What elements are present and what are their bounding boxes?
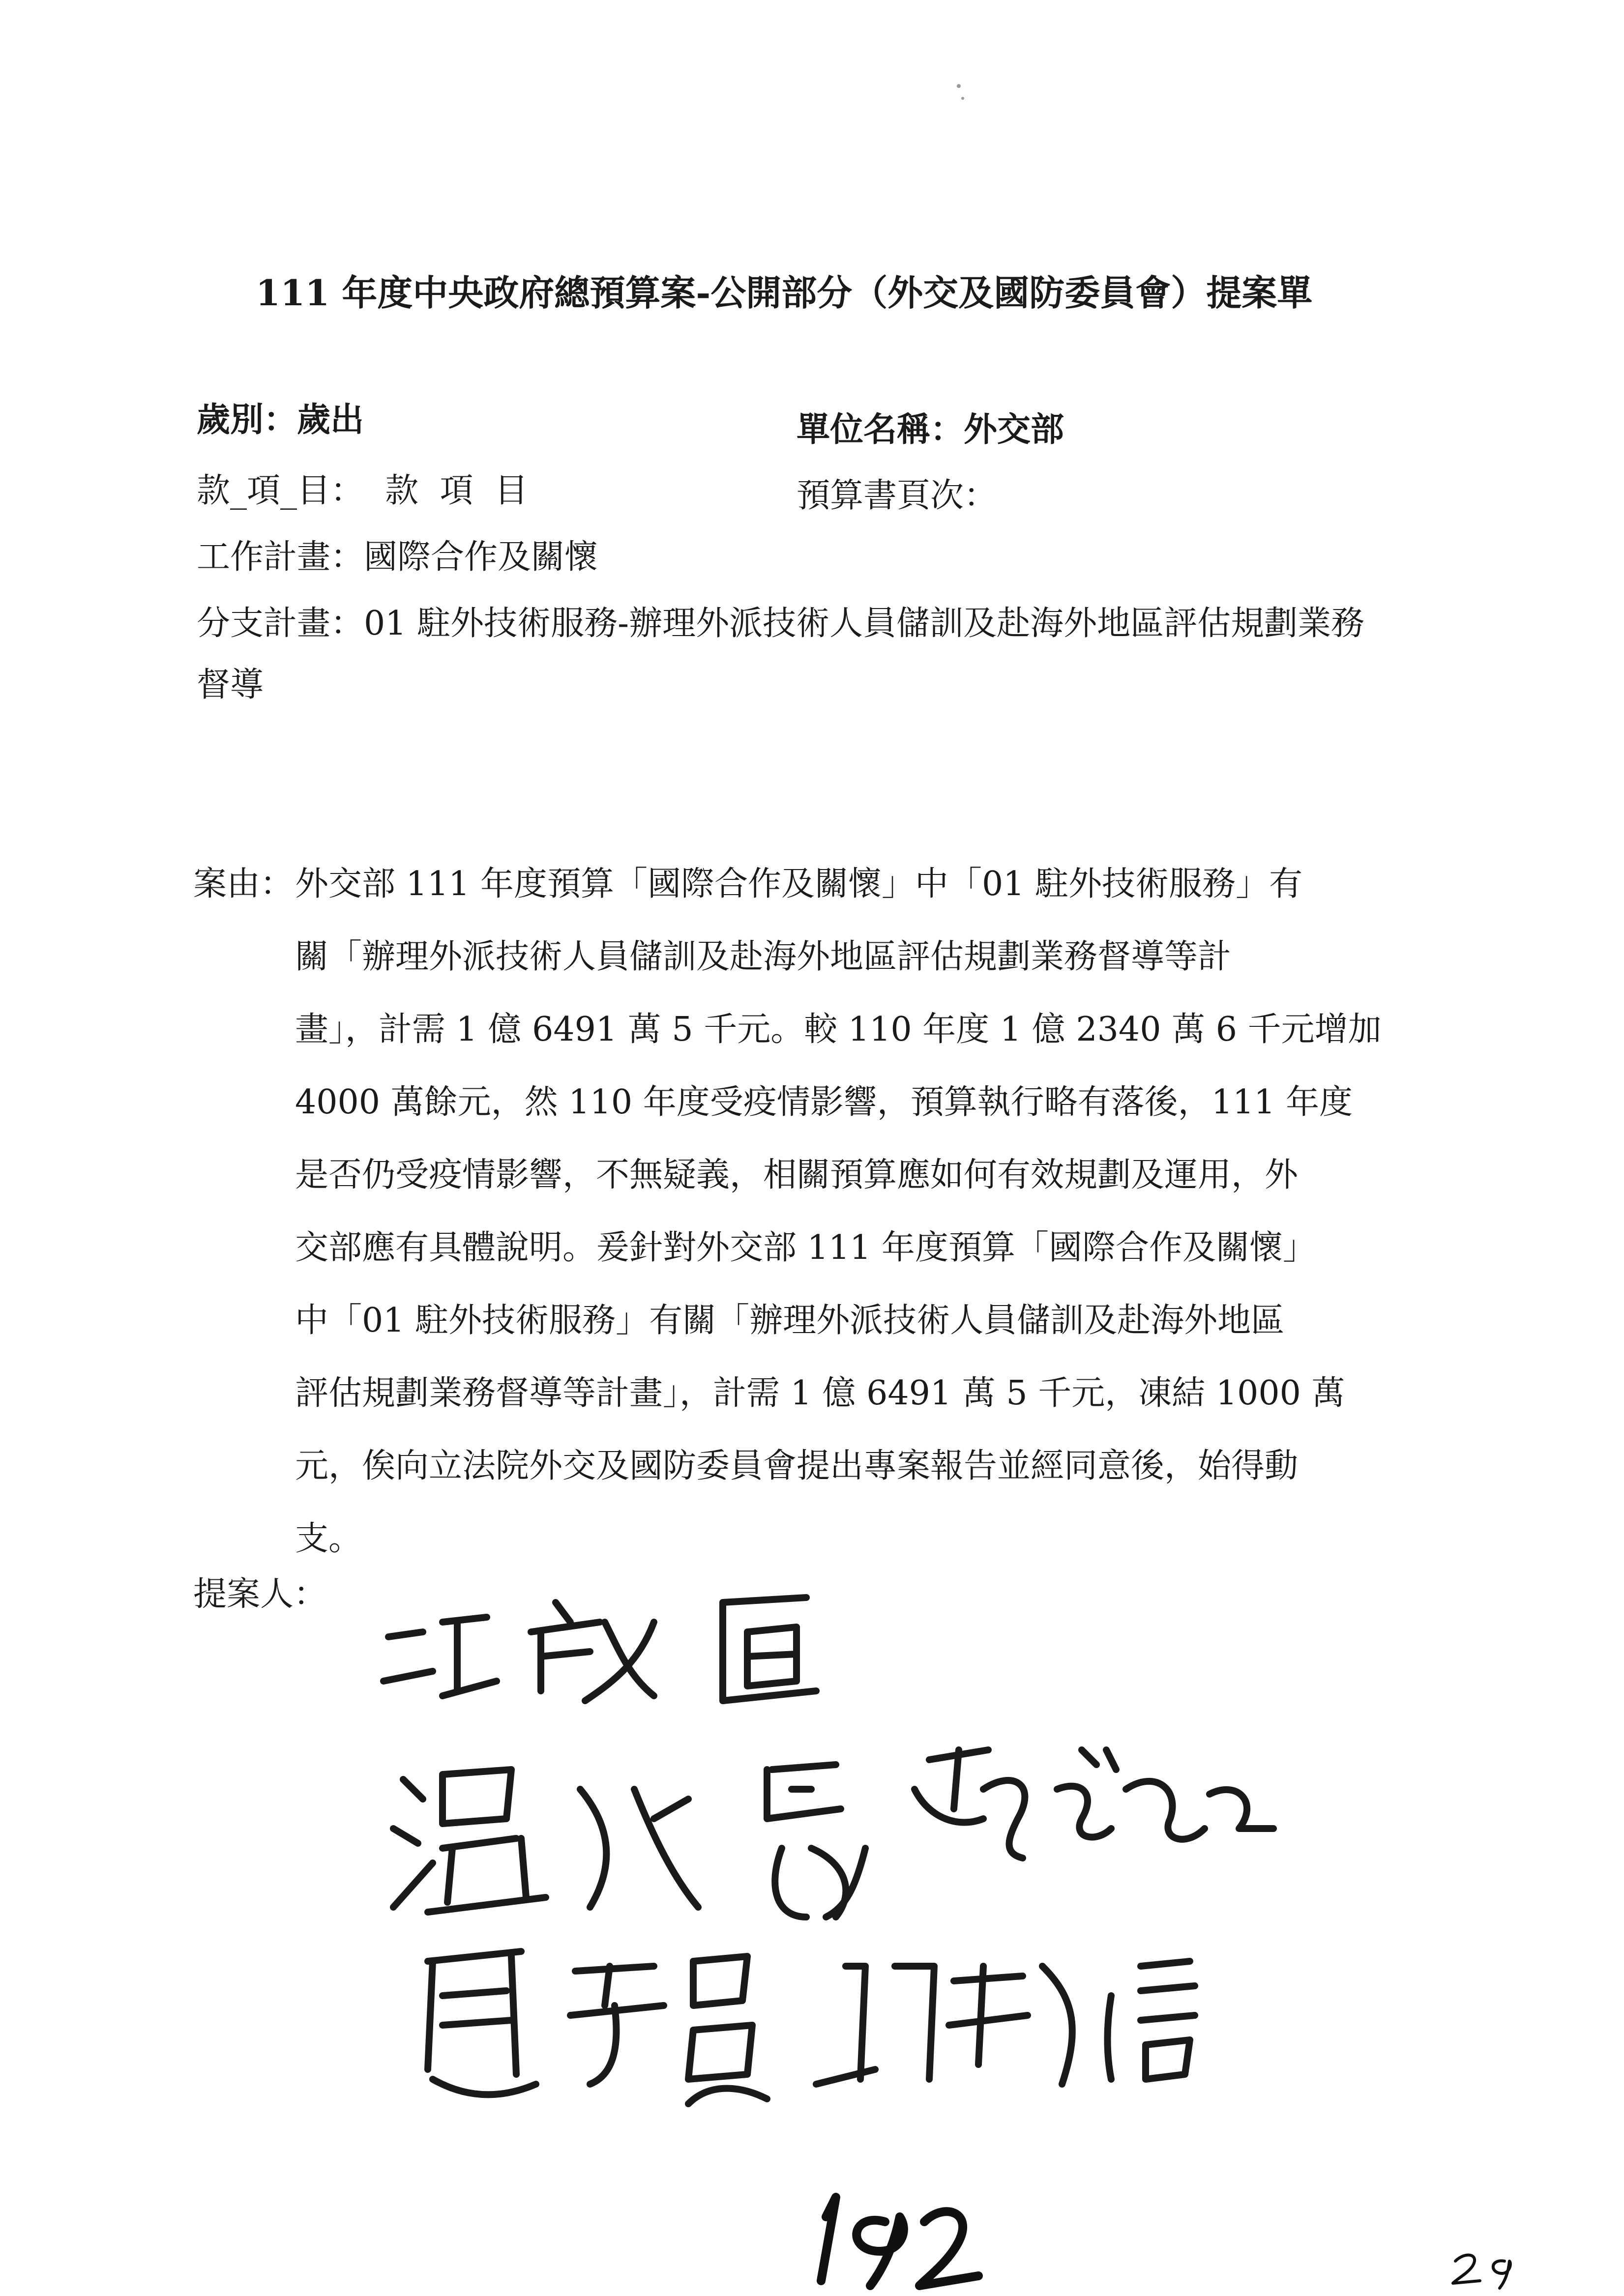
sub-plan-line-1: 分支計畫：01 駐外技術服務-辦理外派技術人員儲訓及赴海外地區評估規劃業務 bbox=[197, 604, 1365, 643]
reason-line: 評估規劃業務督導等計畫」，計需 1 億 6491 萬 5 千元，凍結 1000 萬 bbox=[295, 1374, 1345, 1413]
sub-plan-line-2: 督導 bbox=[197, 666, 264, 704]
signature-5 bbox=[816, 1961, 1195, 2084]
page-ref-field: 預算書頁次： bbox=[797, 476, 998, 515]
reason-line: 是否仍受疫情影響，不無疑義，相關預算應如何有效規劃及運用，外 bbox=[295, 1156, 1299, 1194]
reason-line: 支。 bbox=[295, 1519, 362, 1558]
proposer-label: 提案人： bbox=[193, 1575, 327, 1614]
reason-line: 中「01 駐外技術服務」有關「辦理外派技術人員儲訓及赴海外地區 bbox=[295, 1301, 1285, 1340]
reason-line: 關「辦理外派技術人員儲訓及赴海外地區評估規劃業務督導等計 bbox=[295, 937, 1232, 976]
category-field: 歲別：歲出 bbox=[197, 400, 364, 439]
document-title: 111 年度中央政府總預算案-公開部分（外交及國防委員會）提案單 bbox=[256, 272, 1313, 314]
signature-1 bbox=[384, 1598, 816, 1701]
signature-3 bbox=[915, 1750, 1273, 1858]
reason-label: 案由： bbox=[193, 865, 294, 903]
handwritten-page-number bbox=[821, 2197, 978, 2286]
signature-2 bbox=[393, 1765, 865, 1917]
reason-line: 外交部 111 年度預算「國際合作及關懷」中「01 駐外技術服務」有 bbox=[295, 865, 1303, 903]
reason-line: 畫」，計需 1 億 6491 萬 5 千元。較 110 年度 1 億 2340 萬 6 千元增加 bbox=[295, 1010, 1382, 1049]
signature-4 bbox=[428, 1951, 767, 2104]
reason-line: 元，俟向立法院外交及國防委員會提出專案報告並經同意後，始得動 bbox=[295, 1447, 1299, 1485]
reason-line: 交部應有具體說明。爰針對外交部 111 年度預算「國際合作及關懷」 bbox=[295, 1228, 1317, 1267]
corner-mark bbox=[1453, 2255, 1510, 2288]
reason-line: 4000 萬餘元，然 110 年度受疫情影響，預算執行略有落後，111 年度 bbox=[295, 1083, 1353, 1122]
item-field: 款_項_目： 款 項 目 bbox=[197, 471, 528, 510]
work-plan-field: 工作計畫：國際合作及關懷 bbox=[197, 538, 598, 577]
unit-field: 單位名稱：外交部 bbox=[797, 410, 1064, 449]
